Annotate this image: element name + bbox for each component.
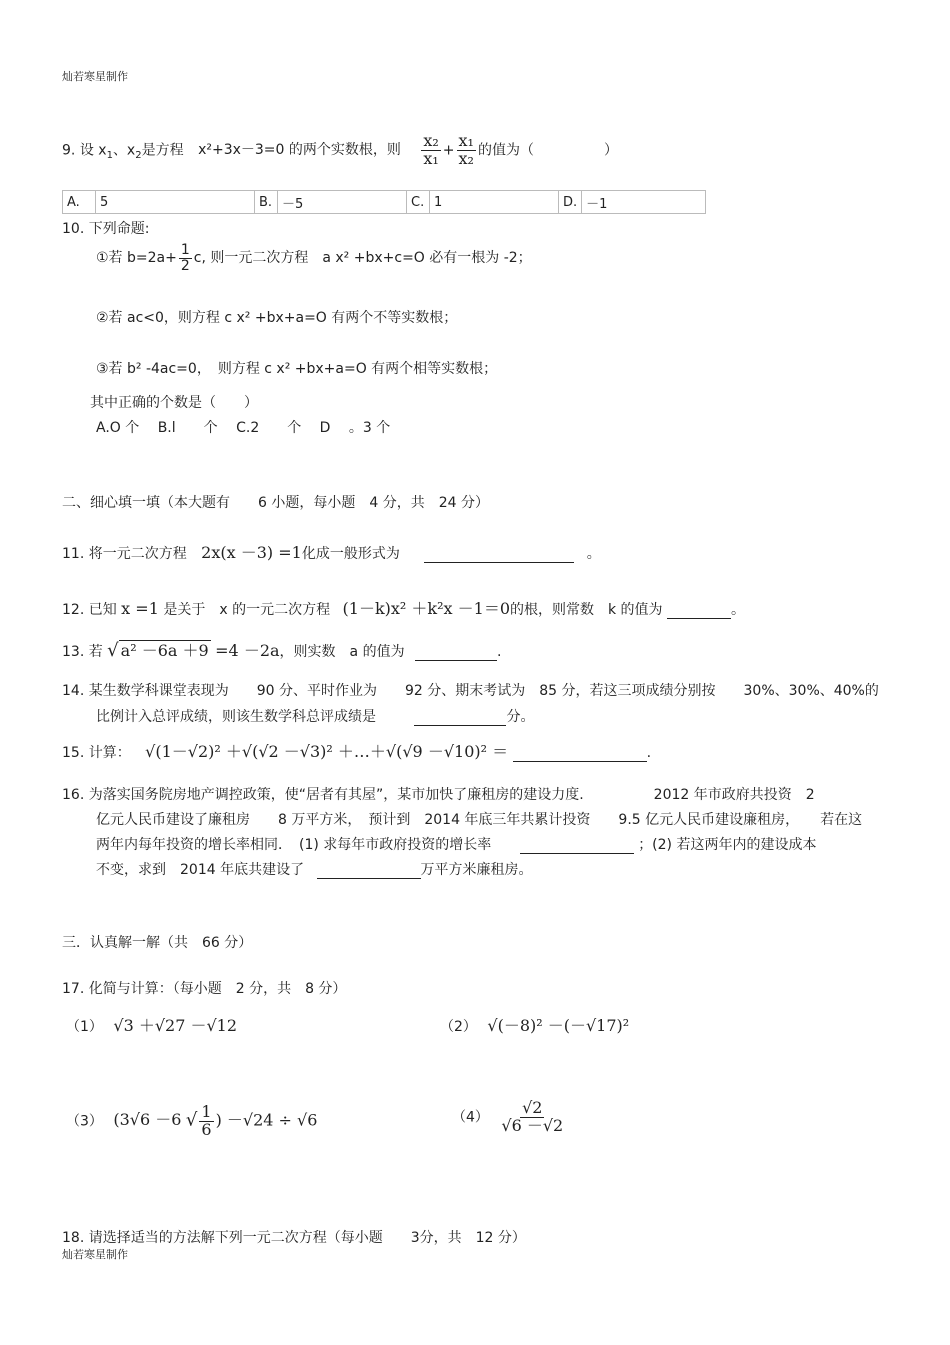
q13-equation: =4 －2a xyxy=(215,641,280,660)
q17-part-2 xyxy=(440,1013,629,1036)
answer-blank[interactable] xyxy=(424,548,574,563)
answer-blank[interactable] xyxy=(317,864,421,879)
q17-part-3-fraction xyxy=(199,1104,213,1139)
p1-suffix: c, 则一元二次方程 a x² +bx+c=O 必有一根为 -2； xyxy=(193,250,532,267)
fraction-denominator: 2 xyxy=(180,257,190,274)
question-16 xyxy=(62,784,815,804)
answer-blank[interactable] xyxy=(513,747,647,762)
fraction-numerator: x₁ xyxy=(458,131,474,150)
part-label: （1） xyxy=(66,1019,103,1035)
fraction-denominator: x₁ xyxy=(423,148,439,168)
part-label: （3） xyxy=(66,1113,103,1130)
q15-end: . xyxy=(646,745,652,761)
question-number: 17. xyxy=(62,981,85,997)
q16-line-1: 为落实国务院房地产调控政策，使“居者有其屋”，某市加快了廉租房的建设力度. 2012 年市政府共投资 2 xyxy=(88,787,815,803)
plus-sign: + xyxy=(442,142,455,159)
q14-line-2: 比例计入总评成绩，则该生数学科总评成绩是 xyxy=(96,709,376,725)
q12-tail: 的根，则常数 k 的值为 xyxy=(510,602,663,618)
option-d-value: －1 xyxy=(582,191,706,214)
q9-text-b: 、x xyxy=(112,142,136,159)
question-14 xyxy=(62,680,879,700)
q12-end: 。 xyxy=(731,602,746,618)
option-a-value: 5 xyxy=(96,191,255,214)
q10-proposition-2: ②若 ac<0，则方程 c x² +bx+a=O 有两个不等实数根； xyxy=(96,310,458,326)
q9-text-c: 是方程 xyxy=(141,142,184,159)
question-number: 10. xyxy=(62,221,85,237)
question-number: 11. xyxy=(62,546,85,562)
q13-text: 若 xyxy=(88,644,103,660)
answer-blank[interactable] xyxy=(520,839,634,854)
question-number: 12. xyxy=(62,602,85,618)
question-number: 13. xyxy=(62,644,85,660)
q17-part-3-expression-a: (3√6 －6 xyxy=(113,1110,182,1130)
q18-text: 请选择适当的方法解下列一元二次方程（每小题 3分，共 12 分） xyxy=(88,1230,526,1246)
section-2-heading: 二、细心填一填（本大题有 6 小题，每小题 4 分，共 24 分） xyxy=(62,495,489,511)
question-number: 16. xyxy=(62,787,85,803)
q10-proposition-3: ③若 b² -4ac=0， 则方程 c x² +bx+a=O 有两个相等实数根； xyxy=(96,361,498,377)
section-3-heading: 三．认真解一解（共 66 分） xyxy=(62,935,253,951)
q12-equation-root: x =1 xyxy=(121,599,159,618)
option-c-letter: C. xyxy=(407,191,430,214)
question-number: 9. xyxy=(62,142,76,159)
q9-options-table xyxy=(62,190,706,214)
q14-line-1: 某生数学科课堂表现为 90 分、平时作业为 92 分、期末考试为 85 分，若这三项成绩分别按 30%、30%、40%的 xyxy=(88,683,879,699)
q17-part-3-expression-b: ) －√24 ÷ √6 xyxy=(215,1110,318,1130)
q15-text: 计算： xyxy=(88,745,131,761)
radical-sign: √ xyxy=(185,1109,198,1131)
q9-text-a: 设 x xyxy=(79,142,107,159)
q15-expression: √(1－√2)² ＋√(√2 －√3)² ＋…＋√(√9 －√10)² ＝ xyxy=(145,742,509,761)
option-a-letter: A. xyxy=(63,191,96,214)
question-15 xyxy=(62,739,651,762)
question-number: 18. xyxy=(62,1230,85,1246)
question-number: 15. xyxy=(62,745,85,761)
answer-blank[interactable] xyxy=(414,711,506,726)
q17-part-1-expression: √3 ＋√27 －√12 xyxy=(113,1016,238,1035)
q16-line-4 xyxy=(96,859,533,879)
q12-middle: 是关于 x 的一元二次方程 xyxy=(163,602,331,618)
q17-part-3 xyxy=(66,1104,317,1139)
part-label: （2） xyxy=(440,1019,477,1035)
question-17 xyxy=(62,978,346,998)
q17-part-1 xyxy=(66,1013,237,1036)
option-b-value: －5 xyxy=(278,191,407,214)
question-11 xyxy=(62,540,601,563)
question-13 xyxy=(62,638,501,661)
option-b-letter: B. xyxy=(255,191,278,214)
q17-part-2-expression: √(－8)² －(－√17)² xyxy=(487,1016,630,1035)
question-number: 14. xyxy=(62,683,85,699)
option-d-letter: D. xyxy=(559,191,582,214)
question-9 xyxy=(62,133,618,168)
q16-line-4a: 不变，求到 2014 年底共建设了 xyxy=(96,862,305,878)
option-c-value: 1 xyxy=(430,191,559,214)
q16-line-2: 亿元人民币建设了廉租房 8 万平方米， 预计到 2014 年底三年共累计投资 9.5 亿元人民币建设廉租房， 若在这 xyxy=(96,812,863,828)
fraction-numerator: x₂ xyxy=(423,131,439,150)
q16-line-4b: 万平方米廉租房。 xyxy=(420,862,533,878)
question-12 xyxy=(62,596,745,619)
p1-fraction xyxy=(179,243,192,273)
q13-radicand: a² －6a ＋9 xyxy=(120,641,209,660)
fraction-numerator: √2 xyxy=(522,1098,543,1117)
page-footer: 灿若寒星制作 xyxy=(62,1248,128,1261)
q10-proposition-1 xyxy=(96,243,532,273)
question-18 xyxy=(62,1227,526,1247)
q13-tail: ，则实数 a 的值为 xyxy=(279,644,405,660)
q14-line-2-row xyxy=(96,706,534,726)
q9-fraction-2 xyxy=(457,133,476,168)
q10-title: 下列命题: xyxy=(88,221,150,237)
q13-end: . xyxy=(497,644,502,660)
q17-title: 化简与计算：（每小题 2 分，共 8 分） xyxy=(88,981,347,997)
fraction-numerator: 1 xyxy=(180,242,190,258)
q12-text: 已知 xyxy=(88,602,117,618)
part-label: （4） xyxy=(452,1109,489,1126)
q17-part-4-fraction xyxy=(499,1100,565,1135)
radical-sign: √ xyxy=(107,640,119,661)
answer-blank[interactable] xyxy=(415,646,497,661)
q9-sub1: 1 xyxy=(106,150,113,162)
p1-prefix: ①若 b=2a+ xyxy=(96,250,177,267)
fraction-denominator: √6 －√2 xyxy=(501,1115,564,1135)
q10-question: 其中正确的个数是（ ） xyxy=(90,395,258,411)
fraction-denominator: x₂ xyxy=(458,148,474,168)
fraction-denominator: 6 xyxy=(201,1119,212,1139)
q11-end: 。 xyxy=(586,546,601,562)
q9-equation: x²+3x－3=0 的两个实数根，则 xyxy=(198,142,401,159)
q10-options: A.O 个 B.l 个 C.2 个 D 。3 个 xyxy=(96,420,391,436)
page-header: 灿若寒星制作 xyxy=(62,70,128,83)
q12-equation: (1－k)x² ＋k²x －1＝0 xyxy=(342,599,510,618)
q11-equation: 2x(x －3) =1 xyxy=(201,543,302,562)
q9-tail: 的值为（ ） xyxy=(477,142,618,159)
q16-line-3 xyxy=(96,834,816,854)
q9-fraction-1 xyxy=(421,133,440,168)
q17-part-4 xyxy=(452,1100,567,1135)
q11-text: 将一元二次方程 xyxy=(88,546,187,562)
q16-line-3b: ；(2) 若这两年内的建设成本 xyxy=(638,837,817,853)
answer-blank[interactable] xyxy=(667,604,731,619)
question-10-title xyxy=(62,218,149,238)
q16-line-3a: 两年内每年投资的增长率相同． (1) 求每年市政府投资的增长率 xyxy=(96,837,492,853)
q9-sub2: 2 xyxy=(135,150,142,162)
q14-end: 分。 xyxy=(506,709,535,725)
fraction-numerator: 1 xyxy=(201,1102,212,1121)
q11-tail: 化成一般形式为 xyxy=(301,546,400,562)
